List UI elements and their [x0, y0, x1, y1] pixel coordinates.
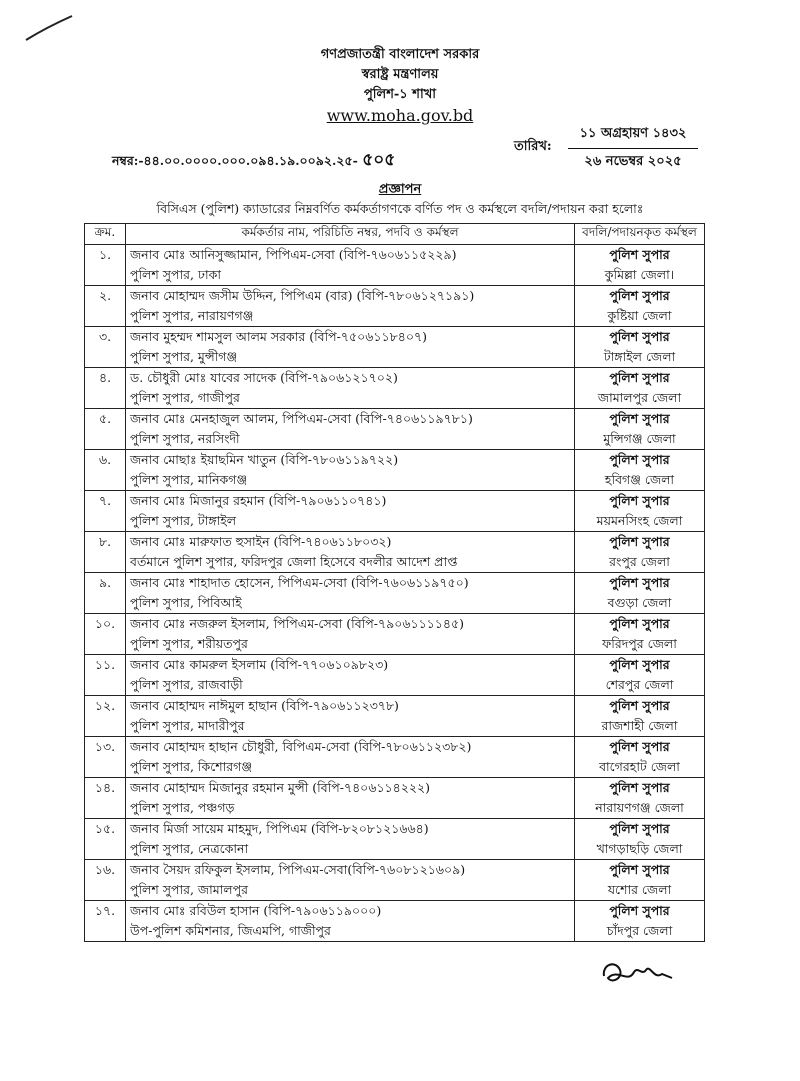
table-row — [85, 860, 705, 901]
posting-designation: পুলিশ সুপার — [609, 862, 670, 877]
posting-place: চাঁদপুর জেলা — [606, 923, 673, 938]
row-serial: ২. — [85, 286, 126, 327]
posting-designation: পুলিশ সুপার — [609, 698, 670, 713]
officer-current-post: পুলিশ সুপার, টাঙ্গাইল — [130, 513, 237, 528]
row-serial: ৯. — [85, 573, 126, 614]
table-row — [85, 491, 705, 532]
row-serial: ১৬. — [85, 860, 126, 901]
officer-name: জনাব মুহম্মদ শামসুল আলম সরকার (বিপি-৭৫০৬১১৮৪০৭) — [130, 329, 427, 344]
memo-number-text: নম্বর:-৪৪.০০.০০০০.০০০.০৯৪.১৯.০০৯২.২৫- — [112, 153, 358, 168]
posting-place: রাজশাহী জেলা — [601, 718, 678, 733]
posting-designation: পুলিশ সুপার — [609, 452, 670, 467]
officer-name: জনাব মোহাম্মদ হাছান চৌধুরী, বিপিএম-সেবা (বিপি-৭৮০৬১১২৩৮২) — [130, 739, 472, 754]
posting-designation: পুলিশ সুপার — [609, 370, 670, 385]
officer-name: জনাব সৈয়দ রফিকুল ইসলাম, পিপিএম-সেবা(বিপি-৭৬০৮১২১৬০৯) — [130, 862, 466, 877]
posting-designation: পুলিশ সুপার — [609, 247, 670, 262]
officer-name: জনাব মোঃ আনিসুজ্জামান, পিপিএম-সেবা (বিপি-৭৬০৬১১৫২২৯) — [130, 247, 457, 262]
officer-cell — [126, 286, 575, 327]
officer-name: জনাব মোঃ শাহাদাত হোসেন, পিপিএম-সেবা (বিপি-৭৬০৬১১৯৭৫০) — [130, 575, 469, 590]
posting-cell — [575, 573, 705, 614]
officer-current-post: উপ-পুলিশ কমিশনার, জিএমপি, গাজীপুর — [130, 923, 331, 938]
row-serial: ১২. — [85, 696, 126, 737]
table-row — [85, 655, 705, 696]
posting-cell — [575, 450, 705, 491]
officer-cell — [126, 819, 575, 860]
posting-place: কুষ্টিয়া জেলা — [607, 308, 672, 323]
posting-place: ফরিদপুর জেলা — [602, 636, 677, 651]
officer-current-post: পুলিশ সুপার, ঢাকা — [130, 267, 222, 282]
row-serial: ৩. — [85, 327, 126, 368]
posting-designation: পুলিশ সুপার — [609, 288, 670, 303]
officer-name: জনাব মোঃ মেনহাজুল আলম, পিপিএম-সেবা (বিপি-৭৪০৬১১৯৭৮১) — [130, 411, 473, 426]
table-row — [85, 450, 705, 491]
posting-designation: পুলিশ সুপার — [609, 411, 670, 426]
officer-name: জনাব মির্জা সায়েম মাহমুদ, পিপিএম (বিপি-৮২০৮১২১৬৬৪) — [130, 821, 429, 836]
posting-place: হবিগঞ্জ জেলা — [604, 472, 675, 487]
posting-place: জামালপুর জেলা — [597, 390, 682, 405]
officer-cell — [126, 368, 575, 409]
date-label: তারিখ: — [514, 139, 552, 154]
posting-designation: পুলিশ সুপার — [609, 739, 670, 754]
officer-name: জনাব মোঃ নজরুল ইসলাম, পিপিএম-সেবা (বিপি-৭৯০৬১১১১৪৫) — [130, 616, 464, 631]
posting-cell — [575, 245, 705, 286]
table-row — [85, 778, 705, 819]
posting-cell — [575, 286, 705, 327]
posting-place: বগুড়া জেলা — [607, 595, 672, 610]
posting-cell — [575, 737, 705, 778]
memo-serial-stamp: ৫০৫ — [362, 150, 396, 170]
row-serial: ৪. — [85, 368, 126, 409]
posting-cell — [575, 327, 705, 368]
posting-cell — [575, 614, 705, 655]
notice-intro: বিসিএস (পুলিশ) ক্যাডারের নিম্নবর্ণিত কর্মকর্তাগণকে বর্ণিত পদ ও কর্মস্থলে বদলি/পদায়ন করা হলোঃ — [156, 201, 644, 216]
officer-current-post: পুলিশ সুপার, নরসিংদী — [130, 431, 240, 446]
officer-current-post: বর্তমানে পুলিশ সুপার, ফরিদপুর জেলা হিসেবে বদলীর আদেশ প্রাপ্ত — [130, 554, 458, 569]
officer-name: জনাব মোঃ মিজানুর রহমান (বিপি-৭৯০৬১১০৭৪১) — [130, 493, 387, 508]
officer-name: জনাব মোঃ কামরুল ইসলাম (বিপি-৭৭০৬১০৯৮২৩) — [130, 657, 389, 672]
table-row — [85, 532, 705, 573]
row-serial: ১৪. — [85, 778, 126, 819]
row-serial: ১৭. — [85, 901, 126, 942]
posting-place: শেরপুর জেলা — [605, 677, 674, 692]
posting-cell — [575, 491, 705, 532]
posting-place: কুমিল্লা জেলা। — [604, 267, 675, 282]
table-header-row — [85, 224, 705, 245]
officer-current-post: পুলিশ সুপার, জামালপুর — [130, 882, 248, 897]
table-row — [85, 696, 705, 737]
officer-cell — [126, 737, 575, 778]
posting-cell — [575, 860, 705, 901]
transfer-table — [84, 223, 705, 942]
officer-cell — [126, 901, 575, 942]
header-officer: কর্মকর্তার নাম, পরিচিতি নম্বর, পদবি ও কর্মস্থল — [126, 224, 575, 245]
table-row — [85, 901, 705, 942]
posting-designation: পুলিশ সুপার — [609, 657, 670, 672]
posting-cell — [575, 819, 705, 860]
row-serial: ১০. — [85, 614, 126, 655]
posting-cell — [575, 655, 705, 696]
row-serial: ৭. — [85, 491, 126, 532]
row-serial: ১১. — [85, 655, 126, 696]
officer-current-post: পুলিশ সুপার, নারায়ণগঞ্জ — [130, 308, 254, 323]
posting-place: নারায়ণগঞ্জ জেলা — [595, 800, 684, 815]
posting-place: খাগড়াছড়ি জেলা — [596, 841, 683, 856]
officer-name: জনাব মোঃ মারুফাত হুসাইন (বিপি-৭৪০৬১১৮০৩২) — [130, 534, 392, 549]
officer-cell — [126, 573, 575, 614]
posting-place: ময়মনসিংহ জেলা — [596, 513, 683, 528]
officer-cell — [126, 778, 575, 819]
row-serial: ৫. — [85, 409, 126, 450]
notice-title: প্রজ্ঞাপন — [378, 182, 422, 197]
table-row — [85, 286, 705, 327]
officer-name: জনাব মোহাম্মদ মিজানুর রহমান মুন্সী (বিপি-৭৪০৬১১৪২২২) — [130, 780, 431, 795]
posting-designation: পুলিশ সুপার — [609, 780, 670, 795]
row-serial: ৬. — [85, 450, 126, 491]
header-posting: বদলি/পদায়নকৃত কর্মস্থল — [575, 224, 705, 245]
posting-place: যশোর জেলা — [607, 882, 672, 897]
officer-current-post: পুলিশ সুপার, মুন্সীগঞ্জ — [130, 349, 238, 364]
posting-cell — [575, 778, 705, 819]
officer-cell — [126, 409, 575, 450]
table-row — [85, 614, 705, 655]
pen-mark-icon — [24, 14, 74, 44]
posting-place: টাঙ্গাইল জেলা — [603, 349, 676, 364]
posting-cell — [575, 901, 705, 942]
memo-number — [112, 147, 395, 175]
posting-cell — [575, 696, 705, 737]
date-block — [568, 124, 698, 173]
posting-designation: পুলিশ সুপার — [609, 575, 670, 590]
officer-cell — [126, 532, 575, 573]
officer-name: জনাব মোহাম্মদ জসীম উদ্দিন, পিপিএম (বার) (বিপি-৭৮০৬১২৭১৯১) — [130, 288, 475, 303]
posting-designation: পুলিশ সুপার — [609, 616, 670, 631]
officer-current-post: পুলিশ সুপার, গাজীপুর — [130, 390, 240, 405]
officer-current-post: পুলিশ সুপার, পঞ্চগড় — [130, 800, 235, 815]
posting-cell — [575, 409, 705, 450]
posting-place: বাগেরহাট জেলা — [599, 759, 680, 774]
table-row — [85, 819, 705, 860]
table-row — [85, 327, 705, 368]
officer-name: ড. চৌধুরী মোঃ যাবের সাদেক (বিপি-৭৯০৬১২১৭০২) — [130, 370, 398, 385]
table-row — [85, 573, 705, 614]
officer-cell — [126, 614, 575, 655]
date-bangla: ১১ অগ্রহায়ণ ১৪৩২ — [568, 124, 698, 149]
officer-current-post: পুলিশ সুপার, নেত্রকোনা — [130, 841, 249, 856]
officer-cell — [126, 245, 575, 286]
table-row — [85, 245, 705, 286]
branch-name: পুলিশ-১ শাখা — [363, 87, 437, 102]
table-row — [85, 409, 705, 450]
posting-designation: পুলিশ সুপার — [609, 821, 670, 836]
posting-designation: পুলিশ সুপার — [609, 903, 670, 918]
officer-cell — [126, 655, 575, 696]
officer-current-post: পুলিশ সুপার, কিশোরগঞ্জ — [130, 759, 253, 774]
officer-name: জনাব মোহাম্মদ নাঈমুল হাছান (বিপি-৭৯০৬১১২৩৭৮) — [130, 698, 399, 713]
posting-designation: পুলিশ সুপার — [609, 329, 670, 344]
row-serial: ৮. — [85, 532, 126, 573]
posting-place: মুন্সিগঞ্জ জেলা — [603, 431, 676, 446]
row-serial: ১. — [85, 245, 126, 286]
posting-designation: পুলিশ সুপার — [609, 493, 670, 508]
officer-current-post: পুলিশ সুপার, মাদারীপুর — [130, 718, 245, 733]
header-serial: ক্রম. — [85, 224, 126, 245]
table-row — [85, 368, 705, 409]
signature-icon — [598, 954, 678, 994]
ministry-name: স্বরাষ্ট্র মন্ত্রণালয় — [361, 67, 439, 82]
officer-name: জনাব মোঃ রবিউল হাসান (বিপি-৭৯০৬১১৯০০০) — [130, 903, 382, 918]
row-serial: ১৩. — [85, 737, 126, 778]
posting-designation: পুলিশ সুপার — [609, 534, 670, 549]
date-english: ২৬ নভেম্বর ২০২৫ — [584, 154, 682, 169]
posting-cell — [575, 368, 705, 409]
website-url[interactable]: www.moha.gov.bd — [326, 106, 474, 125]
officer-cell — [126, 450, 575, 491]
table-row — [85, 737, 705, 778]
officer-current-post: পুলিশ সুপার, রাজবাড়ী — [130, 677, 243, 692]
officer-cell — [126, 327, 575, 368]
officer-cell — [126, 491, 575, 532]
government-name: গণপ্রজাতন্ত্রী বাংলাদেশ সরকার — [320, 47, 480, 62]
officer-current-post: পুলিশ সুপার, শরীয়তপুর — [130, 636, 248, 651]
posting-cell — [575, 532, 705, 573]
officer-current-post: পুলিশ সুপার, পিবিআই — [130, 595, 242, 610]
officer-cell — [126, 696, 575, 737]
officer-current-post: পুলিশ সুপার, মানিকগঞ্জ — [130, 472, 248, 487]
officer-name: জনাব মোছাঃ ইয়াছমিন খাতুন (বিপি-৭৮০৬১১৯৭২২) — [130, 452, 399, 467]
posting-place: রংপুর জেলা — [609, 554, 670, 569]
officer-cell — [126, 860, 575, 901]
row-serial: ১৫. — [85, 819, 126, 860]
